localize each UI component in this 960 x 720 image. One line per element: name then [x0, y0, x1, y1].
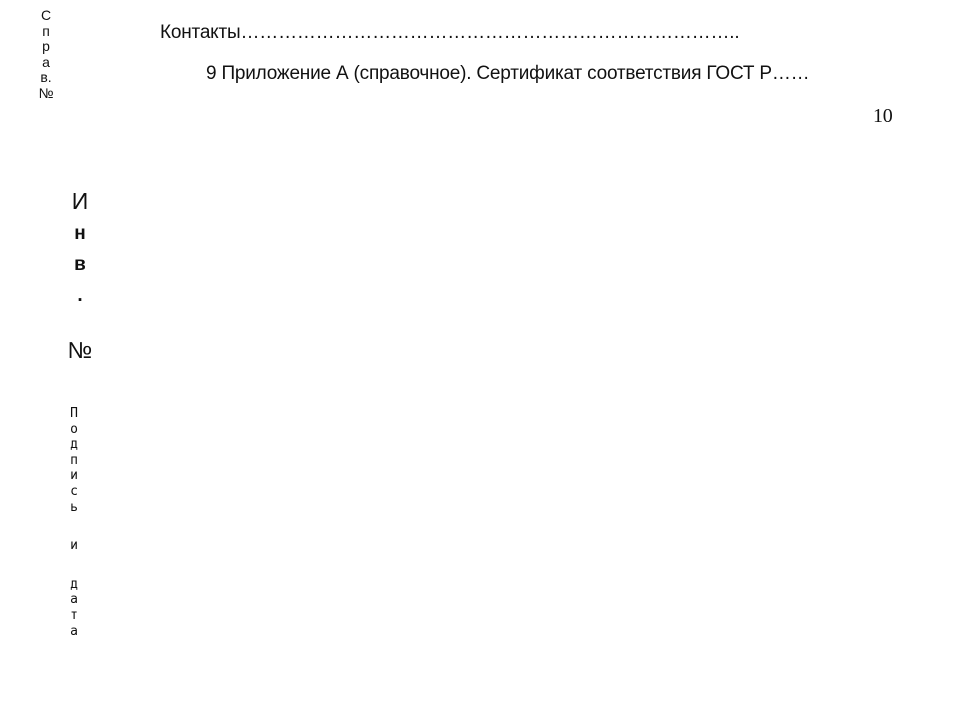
margin-inv-no [62, 184, 98, 367]
margin-char: д [70, 576, 78, 592]
margin-char: п [42, 22, 50, 39]
margin-number-sign: № [67, 337, 93, 363]
margin-signature-and-date [62, 406, 86, 639]
margin-char: р [42, 38, 50, 54]
toc-entry-contacts: Контакты…………………………………………………………………….. [160, 22, 740, 43]
margin-char: а [70, 623, 78, 639]
margin-char: С [40, 7, 52, 23]
margin-char: П [70, 406, 78, 421]
margin-char: с [70, 483, 78, 499]
margin-char: И [71, 188, 89, 214]
margin-char: а [70, 592, 78, 608]
margin-char: т [70, 607, 78, 623]
margin-char: в [74, 254, 86, 275]
margin-char: и [70, 538, 78, 554]
margin-char: в. [40, 69, 52, 85]
margin-char: ь [70, 499, 78, 515]
margin-char: и [70, 468, 78, 484]
margin-char: д [70, 437, 78, 453]
toc-entry-appendix-a: 9 Приложение А (справочное). Сертификат соответствия ГОСТ Р…… [206, 63, 810, 84]
margin-char: . [77, 285, 83, 306]
margin-char: а [42, 53, 50, 70]
margin-char: п [70, 452, 78, 468]
margin-char: о [70, 421, 78, 437]
margin-sprav-no [30, 8, 62, 101]
toc-page-number: 10 [873, 105, 893, 127]
margin-char: н [74, 223, 86, 244]
margin-char: № [38, 84, 54, 101]
